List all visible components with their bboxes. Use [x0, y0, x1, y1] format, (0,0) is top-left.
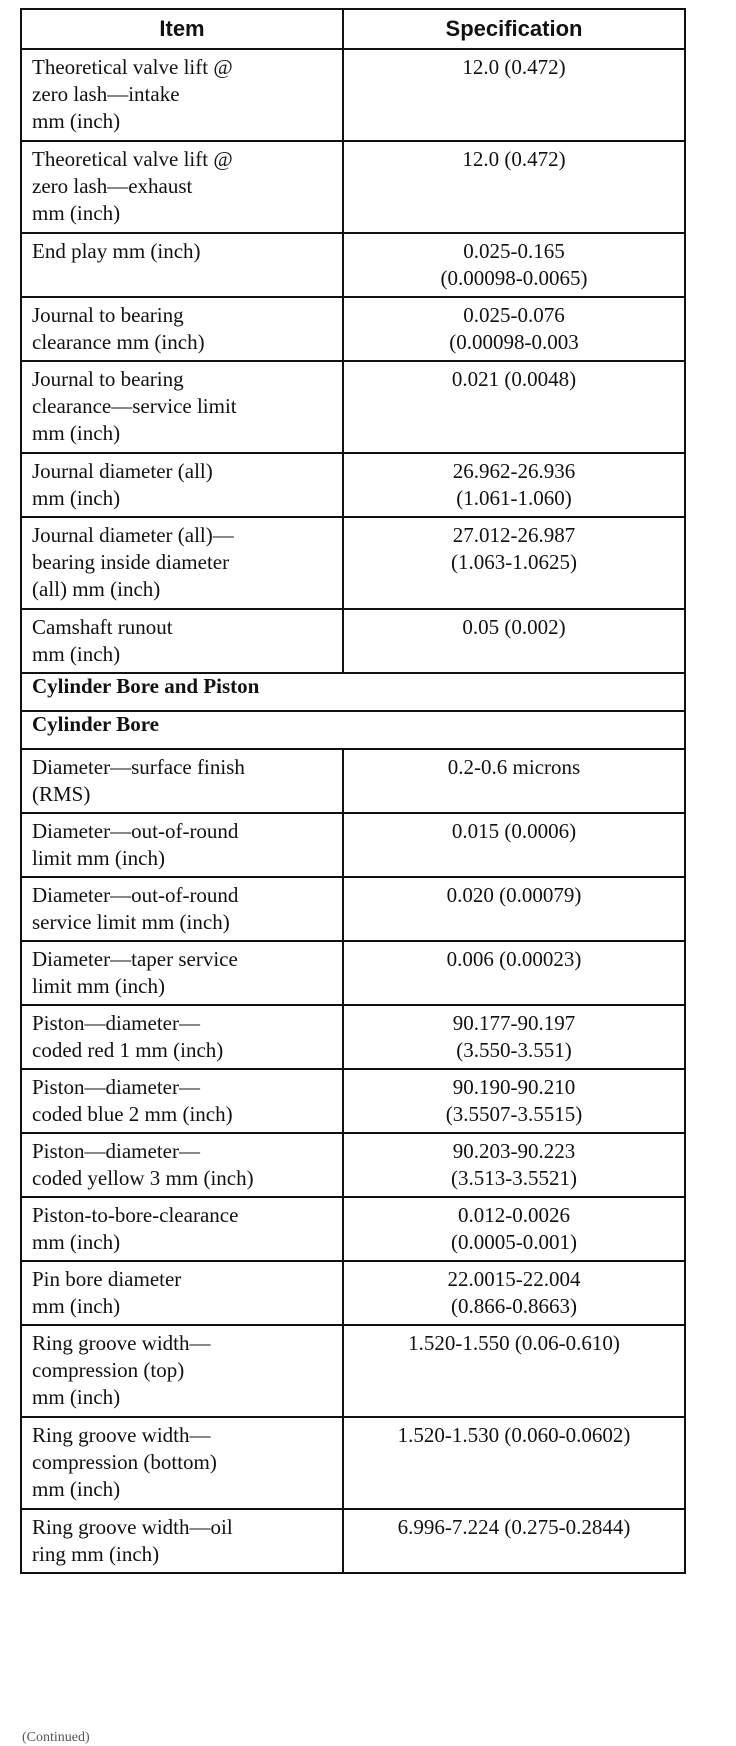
item-cell: Diameter—out-of-round service limit mm (inch) [21, 877, 343, 941]
item-cell: Theoretical valve lift @ zero lash—exhaust mm (inch) [21, 141, 343, 233]
specification-table [20, 8, 686, 1574]
section-row [21, 673, 685, 711]
table-row [21, 1261, 685, 1325]
item-cell: Pin bore diameter mm (inch) [21, 1261, 343, 1325]
item-cell: Ring groove width—oil ring mm (inch) [21, 1509, 343, 1573]
spec-cell: 12.0 (0.472) [343, 49, 685, 141]
spec-cell: 90.177-90.197 (3.550-3.551) [343, 1005, 685, 1069]
header-specification: Specification [343, 9, 685, 49]
table-row [21, 749, 685, 813]
table-row [21, 49, 685, 141]
item-cell: Piston—diameter— coded yellow 3 mm (inch) [21, 1133, 343, 1197]
subsection-heading: Cylinder Bore [21, 711, 685, 749]
continued-note: (Continued) [22, 1730, 90, 1745]
spec-cell: 0.025-0.165 (0.00098-0.0065) [343, 233, 685, 297]
spec-cell: 0.012-0.0026 (0.0005-0.001) [343, 1197, 685, 1261]
item-cell: Piston—diameter— coded red 1 mm (inch) [21, 1005, 343, 1069]
spec-cell: 6.996-7.224 (0.275-0.2844) [343, 1509, 685, 1573]
section-heading: Cylinder Bore and Piston [21, 673, 685, 711]
spec-cell: 0.025-0.076 (0.00098-0.003 [343, 297, 685, 361]
item-cell: Ring groove width— compression (top) mm (inch) [21, 1325, 343, 1417]
item-cell: Journal diameter (all)— bearing inside diameter (all) mm (inch) [21, 517, 343, 609]
spec-cell: 0.015 (0.0006) [343, 813, 685, 877]
table-row [21, 141, 685, 233]
item-cell: Piston—diameter— coded blue 2 mm (inch) [21, 1069, 343, 1133]
spec-cell: 0.020 (0.00079) [343, 877, 685, 941]
item-cell: Camshaft runout mm (inch) [21, 609, 343, 673]
item-cell: Diameter—taper service limit mm (inch) [21, 941, 343, 1005]
item-cell: Piston-to-bore-clearance mm (inch) [21, 1197, 343, 1261]
spec-cell: 90.203-90.223 (3.513-3.5521) [343, 1133, 685, 1197]
spec-cell: 1.520-1.530 (0.060-0.0602) [343, 1417, 685, 1509]
table-row [21, 297, 685, 361]
item-cell: Journal diameter (all) mm (inch) [21, 453, 343, 517]
table-row [21, 1133, 685, 1197]
spec-cell: 26.962-26.936 (1.061-1.060) [343, 453, 685, 517]
table-row [21, 1509, 685, 1573]
item-cell: End play mm (inch) [21, 233, 343, 297]
table-row [21, 1325, 685, 1417]
item-cell: Journal to bearing clearance mm (inch) [21, 297, 343, 361]
table-row [21, 1005, 685, 1069]
item-cell: Ring groove width— compression (bottom) mm (inch) [21, 1417, 343, 1509]
table-row [21, 941, 685, 1005]
table-row [21, 453, 685, 517]
spec-cell: 0.021 (0.0048) [343, 361, 685, 453]
item-cell: Diameter—surface finish (RMS) [21, 749, 343, 813]
spec-cell: 27.012-26.987 (1.063-1.0625) [343, 517, 685, 609]
spec-cell: 1.520-1.550 (0.06-0.610) [343, 1325, 685, 1417]
header-item: Item [21, 9, 343, 49]
table-row [21, 813, 685, 877]
spec-cell: 12.0 (0.472) [343, 141, 685, 233]
table-row [21, 1069, 685, 1133]
spec-cell: 90.190-90.210 (3.5507-3.5515) [343, 1069, 685, 1133]
table-row [21, 361, 685, 453]
item-cell: Diameter—out-of-round limit mm (inch) [21, 813, 343, 877]
table-row [21, 877, 685, 941]
spec-cell: 0.006 (0.00023) [343, 941, 685, 1005]
table-row [21, 609, 685, 673]
item-cell: Theoretical valve lift @ zero lash—intake mm (inch) [21, 49, 343, 141]
subsection-row [21, 711, 685, 749]
spec-cell: 0.2-0.6 microns [343, 749, 685, 813]
table-row [21, 517, 685, 609]
table-row [21, 1197, 685, 1261]
spec-cell: 0.05 (0.002) [343, 609, 685, 673]
spec-cell: 22.0015-22.004 (0.866-0.8663) [343, 1261, 685, 1325]
table-row [21, 233, 685, 297]
item-cell: Journal to bearing clearance—service limit mm (inch) [21, 361, 343, 453]
table-row [21, 1417, 685, 1509]
header-row [21, 9, 685, 49]
